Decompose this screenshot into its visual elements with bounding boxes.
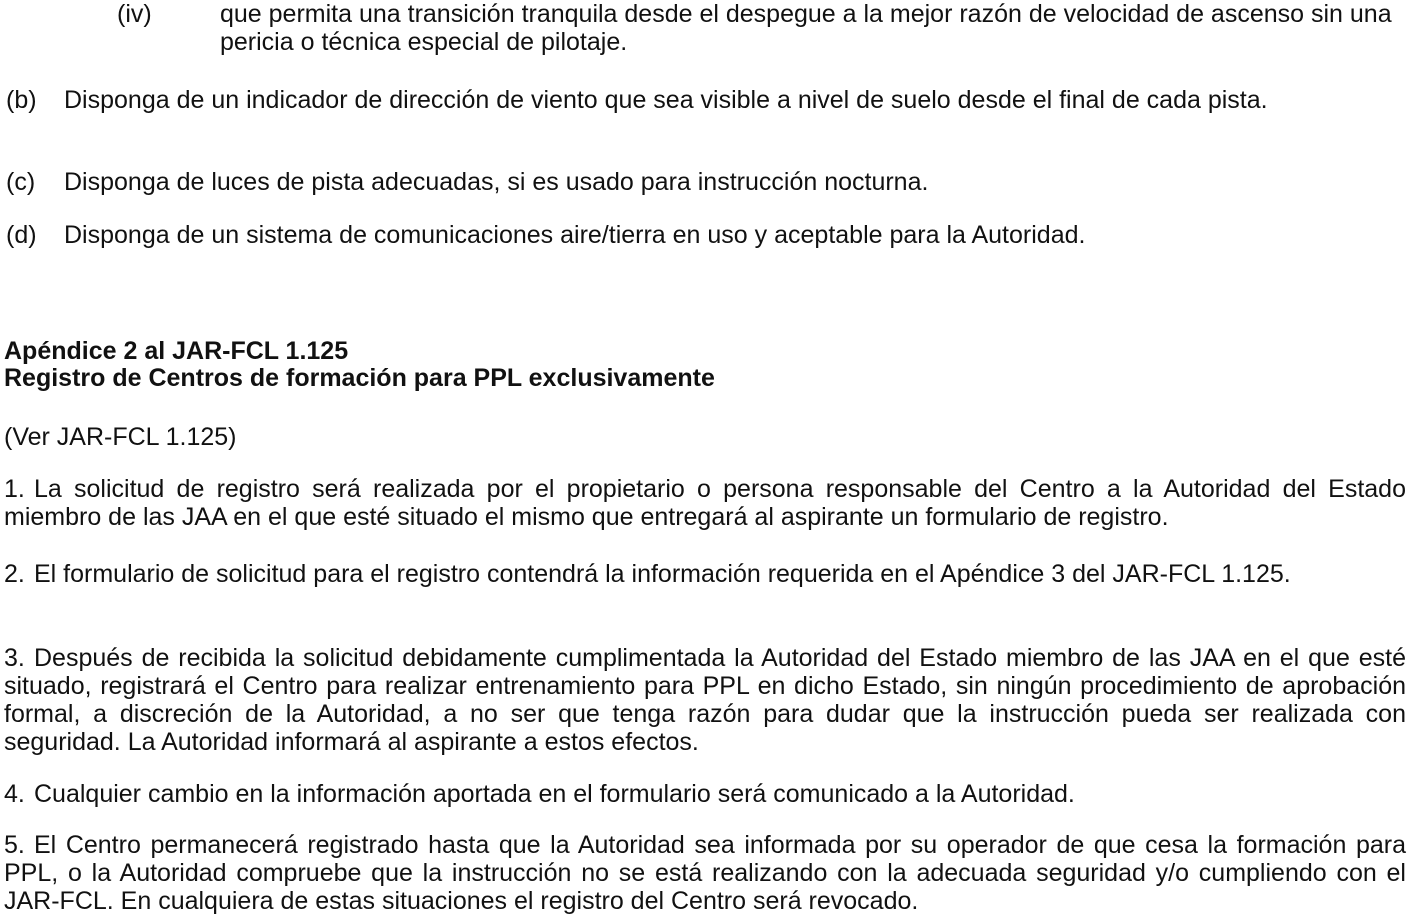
item-marker: (d) [6,221,37,249]
paragraph-number: 5. [4,831,25,859]
item-marker: (b) [6,86,37,114]
list-item-c [6,168,1406,196]
paragraph-text: El formulario de solicitud para el registro contendrá la información requerida en el Apéndice 3 del JAR-FCL 1.125. [34,560,1291,588]
item-text: Disponga de luces de pista adecuadas, si es usado para instrucción nocturna. [64,168,929,196]
paragraph-number: 3. [4,644,25,672]
paragraph-text: El Centro permanecerá registrado hasta que la Autoridad sea informada por su operador de que cesa la formación para PPL, o la Autoridad compruebe que la instrucción no se está realizando con la adecuada seguridad y/o cumpliendo con el JAR-FCL. En cualquiera de estas situaciones el registro del Centro será revocado. [4,831,1406,915]
paragraph-5 [4,831,1406,915]
item-text: Disponga de un indicador de dirección de viento que sea visible a nivel de suelo desde el final de cada pista. [64,86,1268,114]
paragraph-number: 1. [4,475,25,503]
paragraph-number: 2. [4,560,25,588]
paragraph-text: Cualquier cambio en la información aportada en el formulario será comunicado a la Autoridad. [34,780,1075,808]
item-text: que permita una transición tranquila desde el despegue a la mejor razón de velocidad de ascenso sin una pericia o técnica especial de pilotaje. [220,0,1392,56]
paragraph-4 [4,780,1406,808]
section-heading-subtitle: Registro de Centros de formación para PPL exclusivamente [4,364,715,392]
paragraph-1 [4,475,1406,531]
paragraph-number: 4. [4,780,25,808]
list-item-d [6,221,1406,249]
paragraph-3 [4,644,1406,756]
section-heading-title: Apéndice 2 al JAR-FCL 1.125 [4,337,349,365]
paragraph-text: La solicitud de registro será realizada por el propietario o persona responsable del Centro a la Autoridad del Estado miembro de las JAA en el que esté situado el mismo que entregará al aspirante un formulario de registro. [4,475,1406,531]
paragraph-2 [4,560,1406,588]
list-item-b [6,86,1406,114]
item-marker: (iv) [117,0,152,28]
section-reference: (Ver JAR-FCL 1.125) [4,423,237,451]
item-marker: (c) [6,168,36,196]
paragraph-text: Después de recibida la solicitud debidamente cumplimentada la Autoridad del Estado miembro de las JAA en el que esté situado, registrará el Centro para realizar entrenamiento para PPL en dicho Estado, sin ningún procedimiento de aprobación formal, a discreción de la Autoridad, a no ser que tenga razón para dudar que la instrucción pueda ser realizada con seguridad. La Autoridad informará al aspirante a estos efectos. [4,644,1406,756]
item-text: Disponga de un sistema de comunicaciones aire/tierra en uso y aceptable para la Autoridad. [64,221,1086,249]
